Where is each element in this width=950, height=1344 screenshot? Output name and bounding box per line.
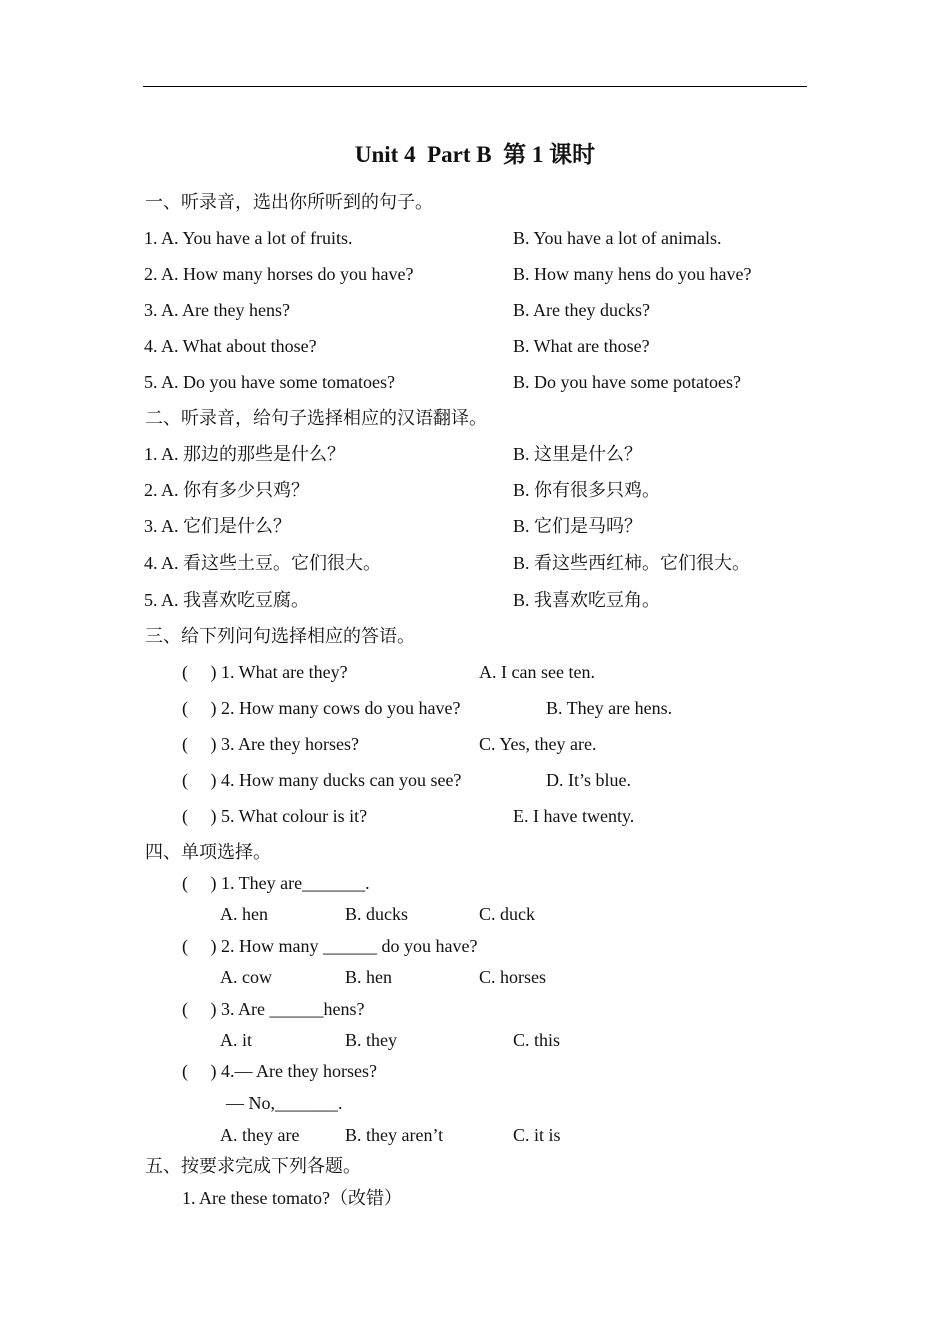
s2-q5-option-a: 5. A. 我喜欢吃豆腐。 <box>144 590 310 610</box>
s1-q4-option-b: B. What are those? <box>513 336 650 356</box>
s2-q1-option-a: 1. A. 那边的那些是什么？ <box>144 444 346 464</box>
s4-q4-option-a: A. they are <box>220 1125 300 1145</box>
s2-q1-option-b: B. 这里是什么？ <box>513 444 643 464</box>
page-title: Unit 4 Part B 第 1 课时 <box>354 142 596 167</box>
s4-q4-reply: — No,_______. <box>226 1093 343 1113</box>
s4-q4-option-b: B. they aren’t <box>345 1125 444 1145</box>
s3-q4-question: ( ) 4. How many ducks can you see? <box>182 770 462 790</box>
s2-q3-option-a: 3. A. 它们是什么？ <box>144 516 292 536</box>
s4-q1-stem: ( ) 1. They are_______. <box>182 873 370 893</box>
header-rule <box>143 86 807 87</box>
s1-q4-option-a: 4. A. What about those? <box>144 336 317 356</box>
s1-q1-option-b: B. You have a lot of animals. <box>513 228 722 248</box>
section-2-heading: 二、听录音，给句子选择相应的汉语翻译。 <box>145 408 487 428</box>
s1-q5-option-a: 5. A. Do you have some tomatoes? <box>144 372 395 392</box>
s2-q2-option-b: B. 你有很多只鸡。 <box>513 480 661 500</box>
section-5-heading: 五、按要求完成下列各题。 <box>145 1156 361 1176</box>
s3-q2-answer: B. They are hens. <box>546 698 673 718</box>
s4-q1-option-b: B. ducks <box>345 904 408 924</box>
s1-q2-option-b: B. How many hens do you have? <box>513 264 752 284</box>
s4-q2-option-b: B. hen <box>345 967 392 987</box>
s1-q1-option-a: 1. A. You have a lot of fruits. <box>144 228 353 248</box>
s4-q4-stem: ( ) 4.— Are they horses? <box>182 1061 377 1081</box>
s4-q1-option-a: A. hen <box>220 904 268 924</box>
s3-q5-answer: E. I have twenty. <box>513 806 635 826</box>
s3-q1-answer: A. I can see ten. <box>479 662 595 682</box>
s2-q2-option-a: 2. A. 你有多少只鸡？ <box>144 480 310 500</box>
s3-q1-question: ( ) 1. What are they? <box>182 662 348 682</box>
section-1-heading: 一、听录音，选出你所听到的句子。 <box>145 192 433 212</box>
s1-q3-option-a: 3. A. Are they hens? <box>144 300 290 320</box>
s4-q1-option-c: C. duck <box>479 904 535 924</box>
section-4-heading: 四、单项选择。 <box>145 842 271 862</box>
s2-q4-option-b: B. 看这些西红柿。它们很大。 <box>513 553 751 573</box>
s4-q3-stem: ( ) 3. Are ______hens? <box>182 999 365 1019</box>
s2-q4-option-a: 4. A. 看这些土豆。它们很大。 <box>144 553 382 573</box>
s2-q5-option-b: B. 我喜欢吃豆角。 <box>513 590 661 610</box>
s5-q1: 1. Are these tomato?（改错） <box>182 1188 402 1208</box>
s4-q2-option-c: C. horses <box>479 967 546 987</box>
s1-q2-option-a: 2. A. How many horses do you have? <box>144 264 414 284</box>
section-3-heading: 三、给下列问句选择相应的答语。 <box>145 626 415 646</box>
s3-q5-question: ( ) 5. What colour is it? <box>182 806 368 826</box>
s4-q3-option-a: A. it <box>220 1030 253 1050</box>
s3-q3-question: ( ) 3. Are they horses? <box>182 734 359 754</box>
s4-q2-option-a: A. cow <box>220 967 272 987</box>
s4-q2-stem: ( ) 2. How many ______ do you have? <box>182 936 478 956</box>
s4-q3-option-b: B. they <box>345 1030 397 1050</box>
s1-q3-option-b: B. Are they ducks? <box>513 300 650 320</box>
s3-q3-answer: C. Yes, they are. <box>479 734 597 754</box>
s3-q2-question: ( ) 2. How many cows do you have? <box>182 698 461 718</box>
s4-q4-option-c: C. it is <box>513 1125 561 1145</box>
s4-q3-option-c: C. this <box>513 1030 561 1050</box>
s1-q5-option-b: B. Do you have some potatoes? <box>513 372 741 392</box>
s3-q4-answer: D. It’s blue. <box>546 770 631 790</box>
s2-q3-option-b: B. 它们是马吗？ <box>513 516 643 536</box>
